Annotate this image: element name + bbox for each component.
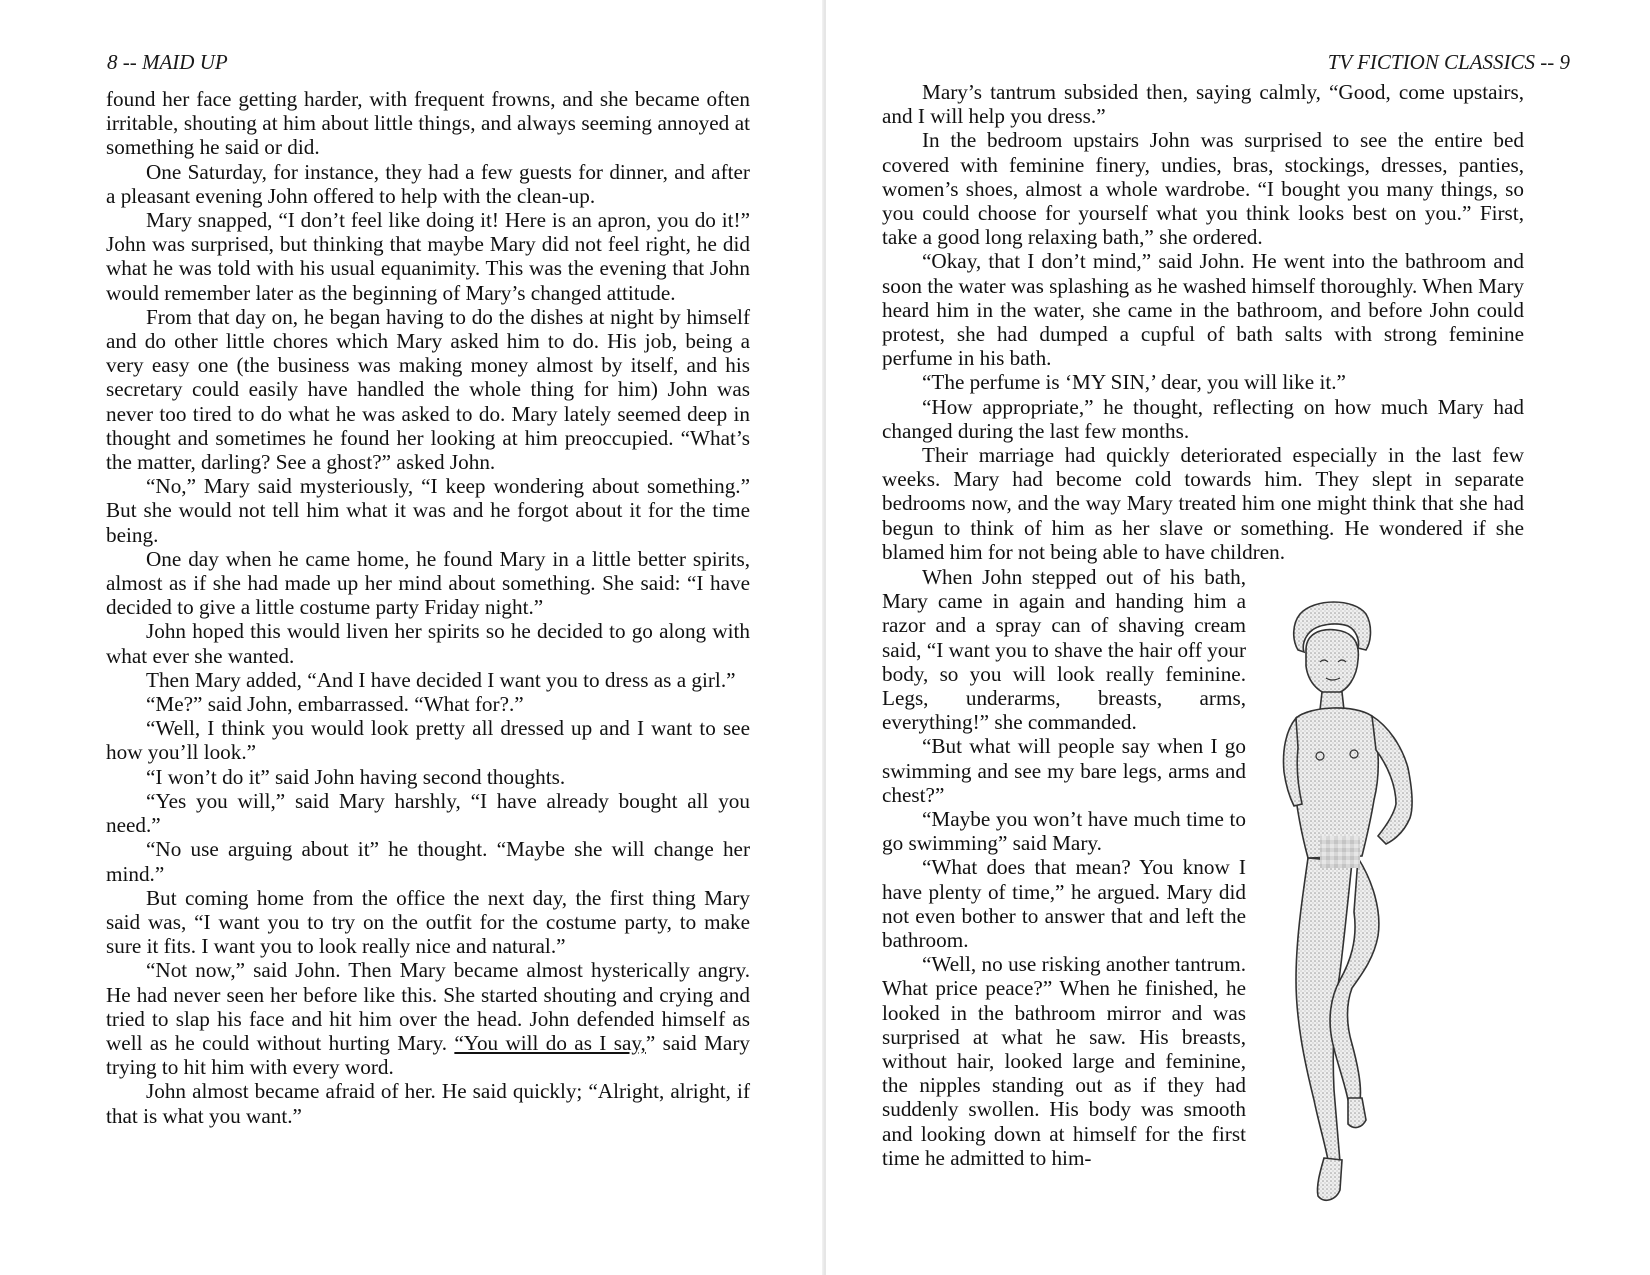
paragraph: “The perfume is ‘MY SIN,’ dear, you will like it.” <box>922 370 1346 395</box>
paragraph: One day when he came home, he found Mary in a little better spirits, almost as if she had made up her mind about something. She said: “I have decided to give a little costume party Friday night.” <box>106 546 750 620</box>
paragraph: “Okay, that I don’t mind,” said John. He went into the bathroom and soon the water was splashing as he washed himself thoroughly. When Mary heard him in the water, she came in the bathroom, and before John could protest, she had dumped a cupful of bath salts with strong feminine perfume in his bath. <box>882 249 1524 371</box>
paragraph: From that day on, he began having to do the dishes at night by himself and do other little chores which Mary asked him to do. His job, being a very easy one (the business was making money almost by itself, and his secretary could easily have handled the whole thing for him) John was never too tired to do what he was asked to do. Mary lately seemed deep in thought and sometimes he found her looking at him preoccupied. “What’s the matter, darling? See a ghost?” asked John. <box>106 304 750 475</box>
paragraph: “No use arguing about it” he thought. “Maybe she will change her mind.” <box>106 837 750 886</box>
underlined-quote: “You will do as I say, <box>454 1030 646 1055</box>
running-head-right: TV FICTION CLASSICS -- 9 <box>1327 50 1570 74</box>
paragraph-text: “Not now,” said John. Then Mary became almost hysterically angry. He had never seen her before like this. She started shouting and crying and tried to slap his face and hit him over the head. John defended himself as well as he could without hurting Mary. <box>106 958 750 1055</box>
paragraph: “Maybe you won’t have much time to go swimming” said Mary. <box>882 807 1246 856</box>
paragraph: Mary’s tantrum subsided then, saying calmly, “Good, come upstairs, and I will help you dress.” <box>882 80 1524 129</box>
figure-illustration-icon <box>1262 600 1502 1220</box>
paragraph: found her face getting harder, with frequent frowns, and she became often irritable, shouting at him about little things, and always seeming annoyed at something he said or did. <box>106 87 750 160</box>
paragraph: “How appropriate,” he thought, reflecting on how much Mary had changed during the last few months. <box>882 394 1524 443</box>
left-page <box>0 0 824 1275</box>
paragraph <box>106 958 750 1079</box>
paragraph: When John stepped out of his bath, Mary came in again and handing him a razor and a spray can of shaving cream said, “I want you to shave the hair off your body, so you will look really feminine. Legs, underarms, breasts, arms, everything!” she commanded. <box>882 565 1246 735</box>
paragraph: “I won’t do it” said John having second thoughts. <box>146 764 566 789</box>
paragraph: “What does that mean? You know I have plenty of time,” he argued. Mary did not even bother to answer that and left the bathroom. <box>882 855 1246 953</box>
paragraph: One Saturday, for instance, they had a few guests for dinner, and after a pleasant evening John offered to help with the clean-up. <box>106 159 750 208</box>
paragraph: “But what will people say when I go swimming and see my bare legs, arms and chest?” <box>882 734 1246 807</box>
paragraph: Mary snapped, “I don’t feel like doing it! Here is an apron, you do it!” John was surprised, but thinking that maybe Mary did not feel right, he did what he was told with his usual equanimity. This was the evening that John would remember later as the beginning of Mary’s changed attitude. <box>106 208 750 305</box>
right-text-block-top <box>882 80 1524 564</box>
paragraph: “Well, no use risking another tantrum. What price peace?” When he finished, he looked in the bathroom mirror and was surprised at what he saw. His breasts, without hair, looked large and feminine, the nipples standing out as if they had suddenly swollen. His body was smooth and looking down at himself for the first time he admitted to him- <box>882 952 1246 1170</box>
paragraph-text: ” said Mary trying to hit him with every word. <box>106 1030 750 1080</box>
paragraph: But coming home from the office the next day, the first thing Mary said was, “I want you to try on the outfit for the costume party, to make sure it fits. I want you to look really nice and natural.” <box>106 885 750 959</box>
paragraph: Their marriage had quickly deteriorated especially in the last few weeks. Mary had become cold towards him. They slept in separate bedrooms now, and the way Mary treated him one might think that she had begun to think of him as her slave or something. He wondered if she blamed him for not being able to have children. <box>882 443 1524 564</box>
left-text-block <box>106 87 750 1128</box>
right-page <box>826 0 1650 1275</box>
right-text-block-narrow <box>882 565 1246 1170</box>
paragraph: John almost became afraid of her. He said quickly; “Alright, alright, if that is what you want.” <box>106 1079 750 1128</box>
paragraph: “Me?” said John, embarrassed. “What for?.” <box>146 692 524 717</box>
paragraph: “Well, I think you would look pretty all dressed up and I want to see how you’ll look.” <box>106 716 750 765</box>
paragraph: “No,” Mary said mysteriously, “I keep wondering about something.” But she would not tell him what it was and he forgot about it for the time being. <box>106 474 750 547</box>
paragraph: In the bedroom upstairs John was surprised to see the entire bed covered with feminine finery, undies, bras, stockings, dresses, panties, women’s shoes, almost a whole wardrobe. “I bought you many things, so you could choose for yourself what you think looks best on you.” First, take a good long relaxing bath,” she ordered. <box>882 128 1524 250</box>
paragraph: “Yes you will,” said Mary harshly, “I have already bought all you need.” <box>106 788 750 838</box>
running-head-left: 8 -- MAID UP <box>107 50 228 74</box>
paragraph: Then Mary added, “And I have decided I want you to dress as a girl.” <box>146 667 736 692</box>
paragraph: John hoped this would liven her spirits so he decided to go along with what ever she wanted. <box>106 619 750 668</box>
